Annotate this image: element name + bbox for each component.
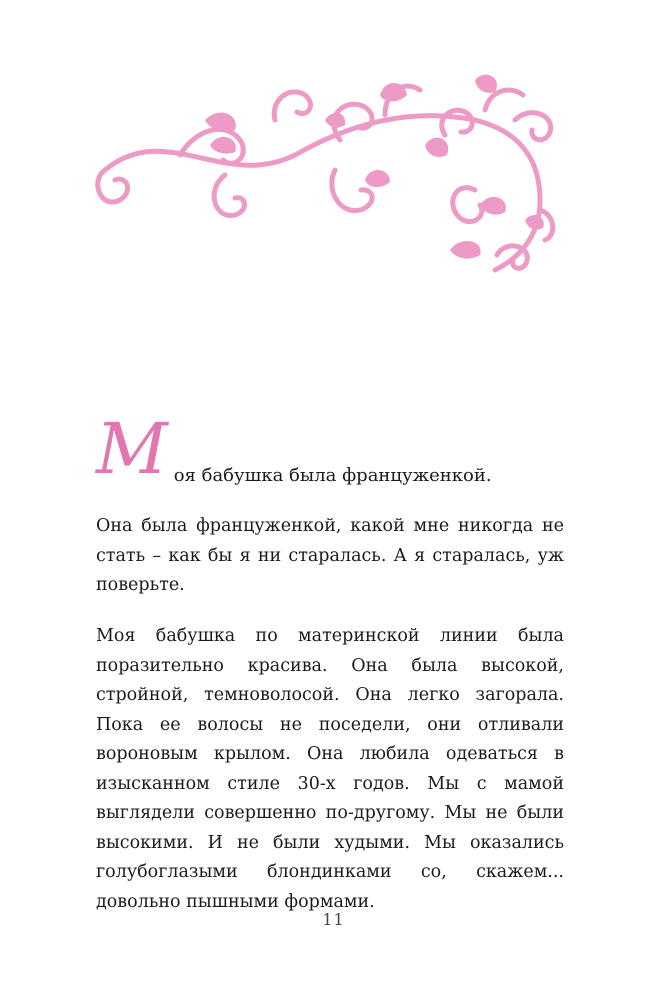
paragraph-2: Она была француженкой, какой мне никогда не стать – как бы я ни старалась. А я старалась, уж поверьте.: [96, 516, 564, 595]
page-number: 11: [322, 910, 345, 929]
opening-line: [96, 408, 566, 490]
drop-cap: М: [96, 408, 168, 490]
paragraph-3: Моя бабушка по материнской линии была поразительно красива. Она была высокой, стройной, темноволосой. Она легко загорала. Пока ее волосы не поседели, они отливали вороновым крылом. Она любила одеваться в изысканном стиле 30-х годов. Мы с мамой выглядели совершенно по-другому. Мы не были высокими. И не были худыми. Мы оказались голубоглазыми блондинками со, скажем... довольно пышными формами.: [96, 626, 564, 912]
opening-sentence: оя бабушка была француженкой.: [173, 465, 492, 486]
vine-ornament-icon: [85, 60, 565, 290]
